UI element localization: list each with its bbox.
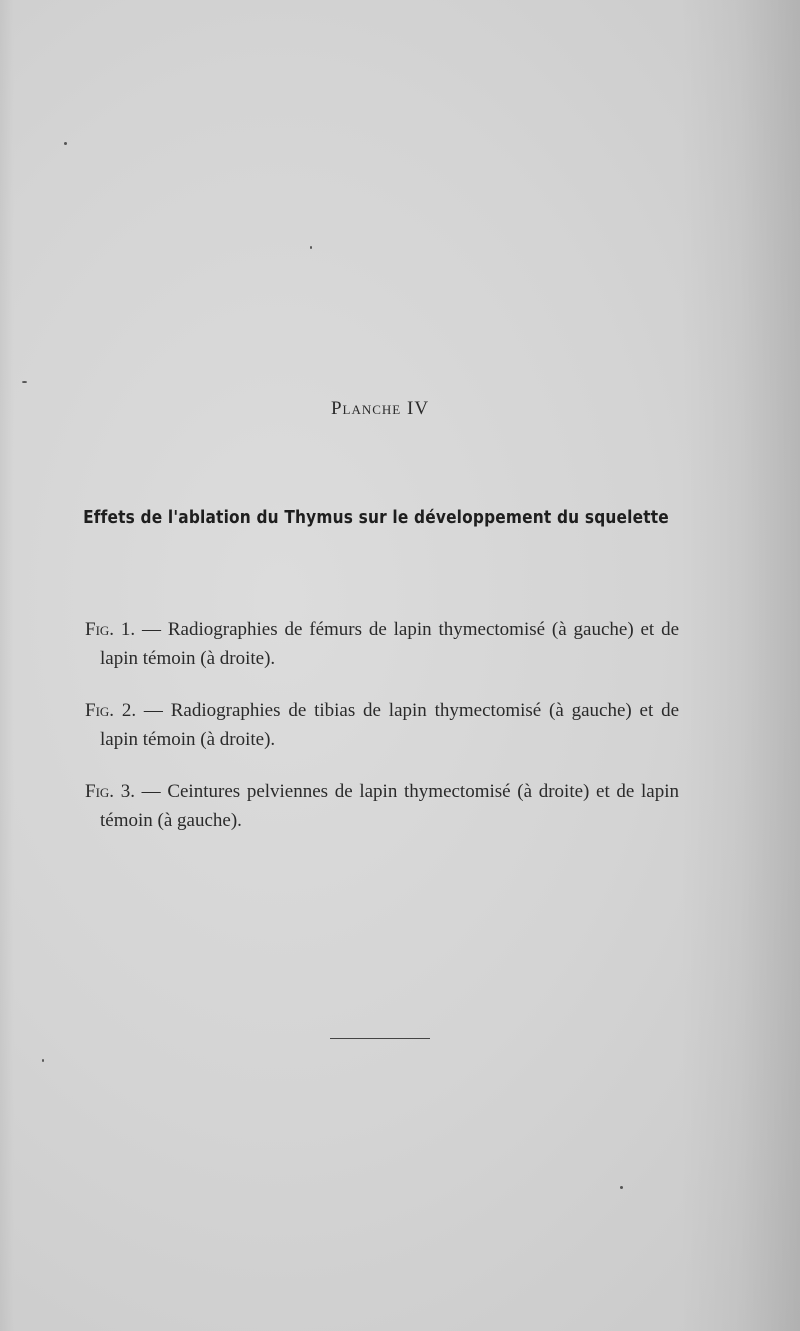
dust-speck — [620, 1186, 623, 1189]
figure-caption-text: Radiographies de fémurs de lapin thymectomisé (à gauche) et de lapin témoin (à droite). — [100, 619, 679, 669]
spine-shadow — [680, 0, 800, 1331]
dust-speck — [22, 381, 27, 383]
figure-label: Fig. 1. — — [85, 619, 161, 640]
plate-title: Planche IV — [330, 398, 430, 419]
end-rule — [330, 1038, 430, 1039]
figure-caption-text: Ceintures pelviennes de lapin thymectomisé (à droite) et de lapin témoin (à gauche). — [100, 781, 680, 831]
figure-caption-text: Radiographies de tibias de lapin thymectomisé (à gauche) et de lapin témoin (à droite). — [100, 700, 679, 750]
figure-caption-3 — [85, 777, 679, 835]
page-heading: Effets de l'ablation du Thymus sur le développement du squelette — [83, 508, 669, 528]
figure-caption-1 — [85, 615, 679, 673]
figure-label: Fig. 3. — — [85, 781, 161, 802]
figure-captions — [85, 615, 679, 858]
figure-label: Fig. 2. — — [85, 700, 163, 721]
page-left-edge — [0, 0, 14, 1331]
figure-caption-2 — [85, 696, 679, 754]
dust-speck — [310, 246, 312, 249]
dust-speck — [42, 1059, 44, 1062]
dust-speck — [64, 142, 67, 145]
